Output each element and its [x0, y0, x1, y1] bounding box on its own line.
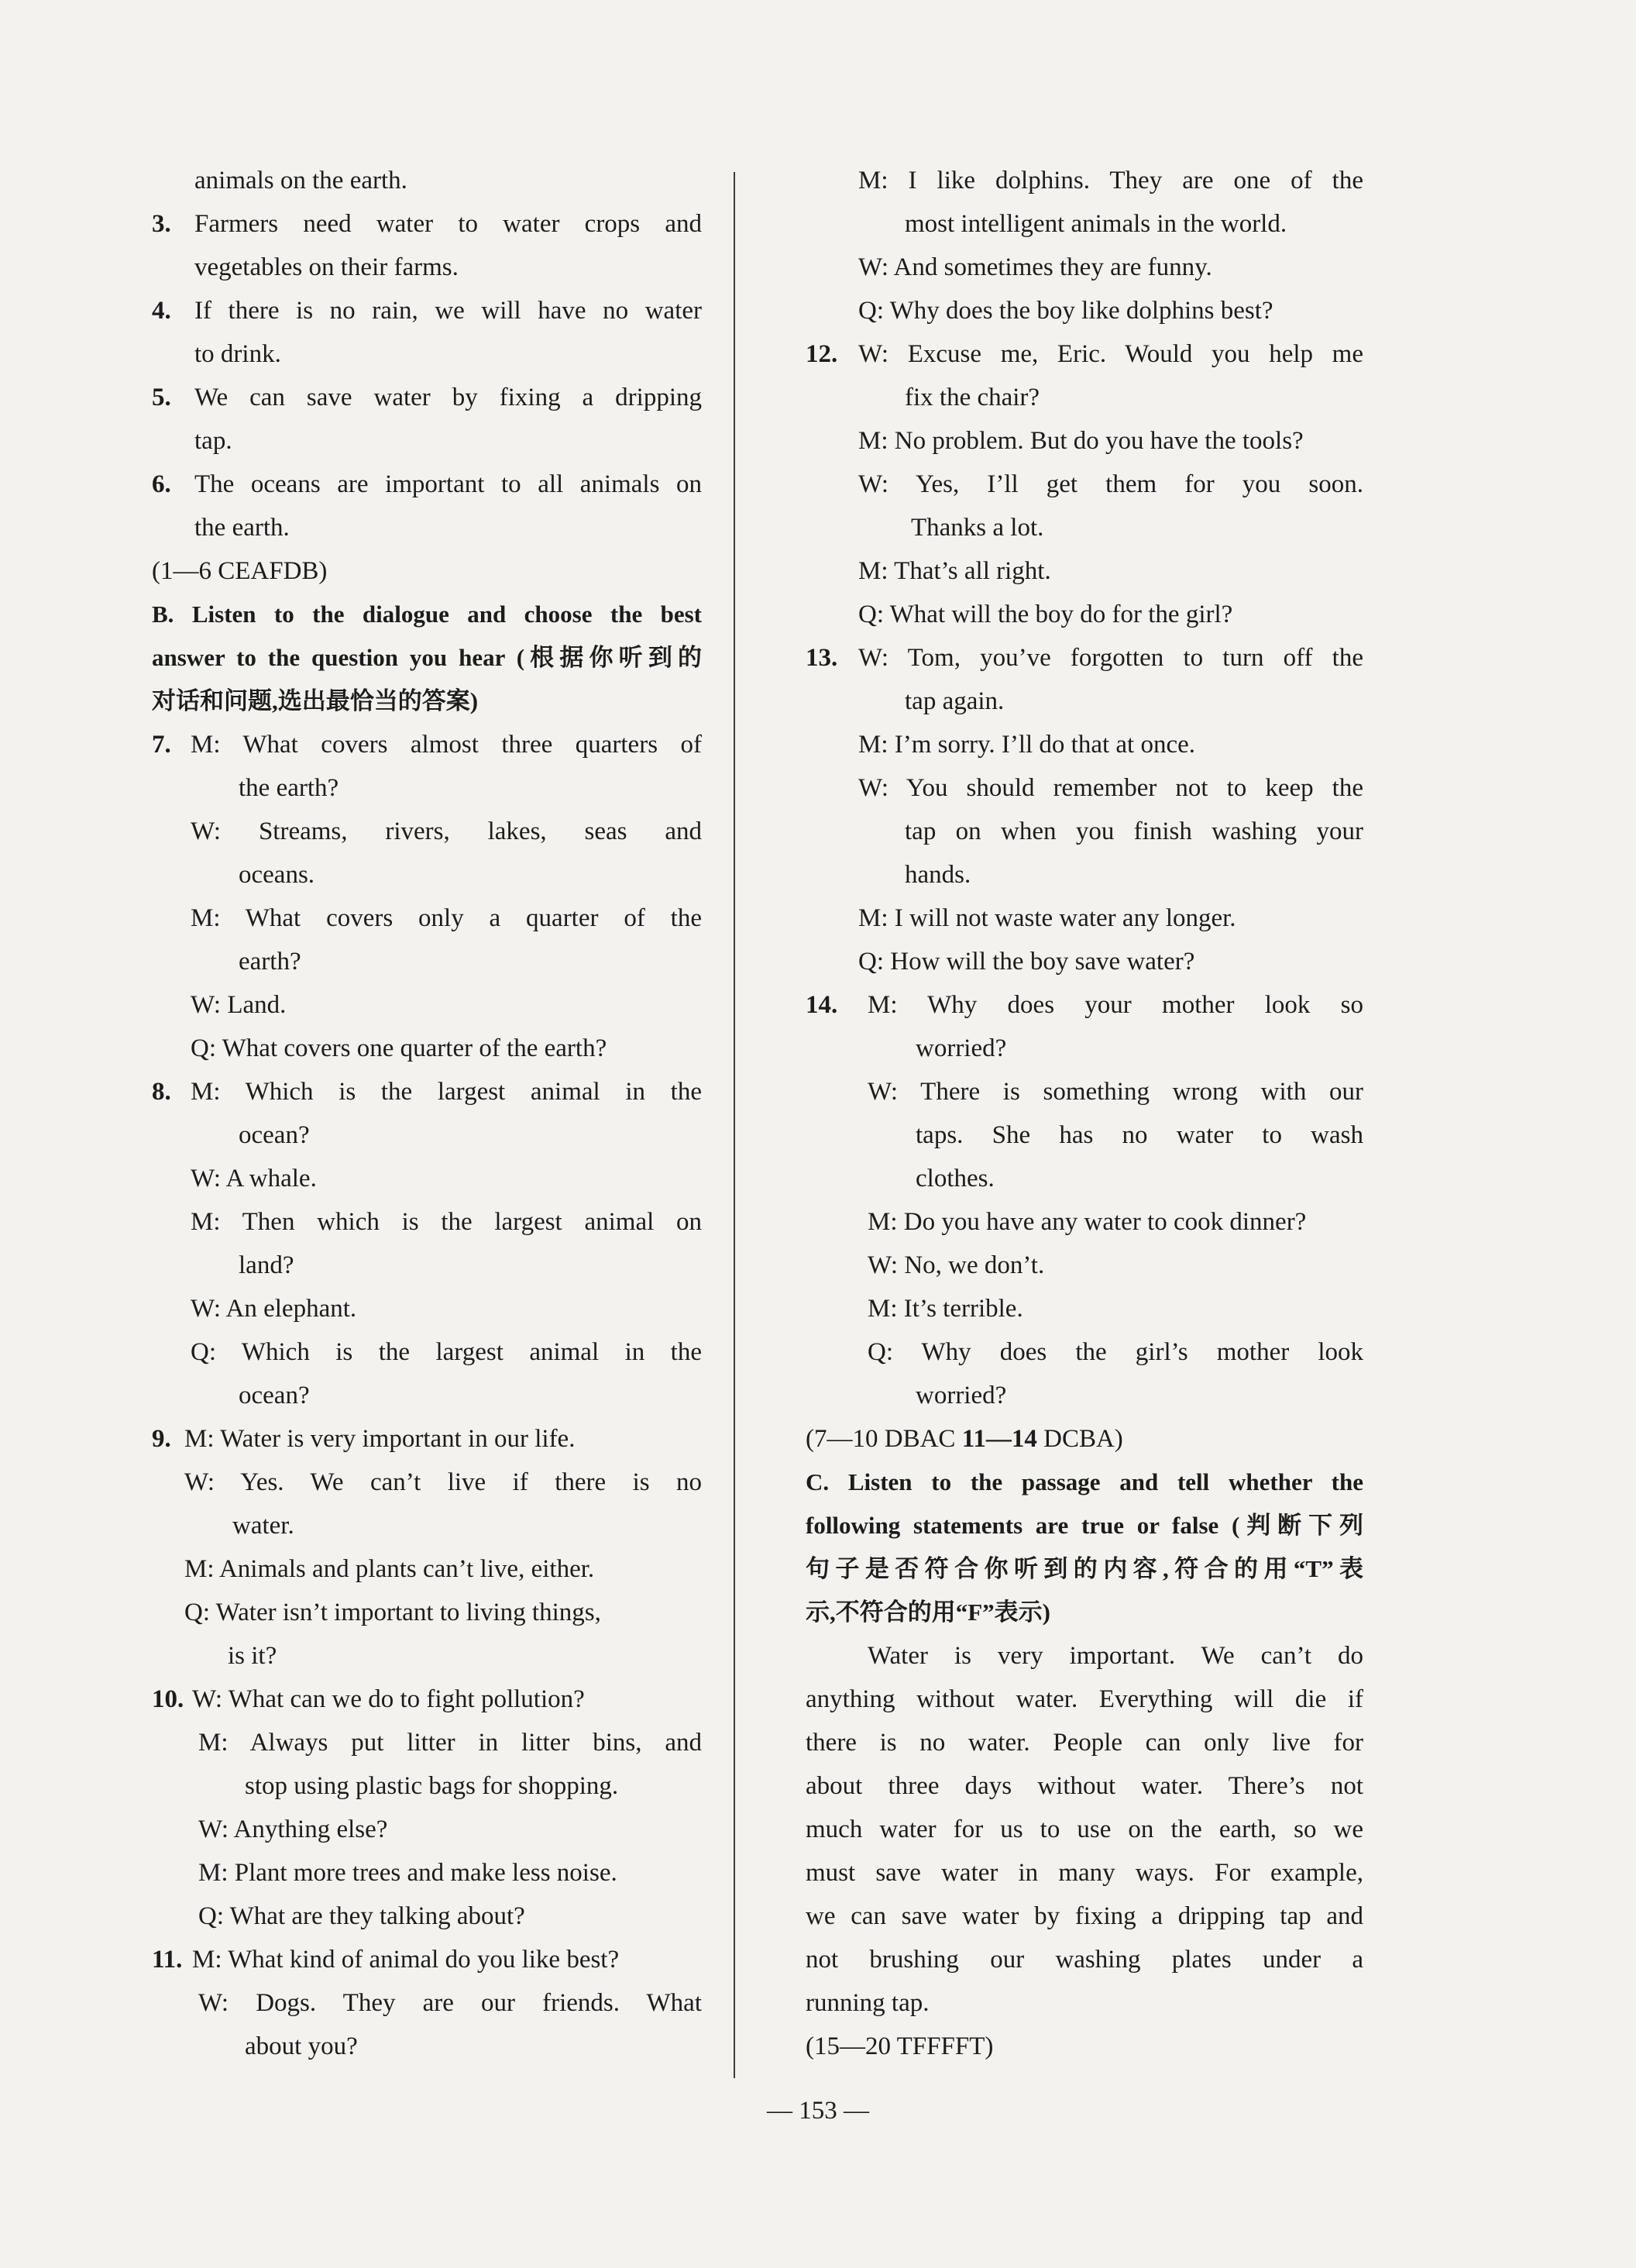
text-line: hands.: [905, 861, 971, 889]
passage-line: running tap.: [806, 1989, 930, 2017]
left-column: [152, 159, 702, 2068]
text-line: W: You should remember not to keep the: [858, 774, 1363, 802]
text-line: worried?: [916, 1382, 1007, 1409]
section-c-heading: C. Listen to the passage and tell whether the: [806, 1468, 1363, 1495]
text-line: tap again.: [905, 687, 1005, 715]
item-5: 5. We can save water by fixing a dripping: [152, 384, 702, 411]
answer-key-1-6: (1—6 CEAFDB): [152, 557, 328, 585]
text-line: tap.: [194, 427, 232, 455]
text-line: W: Yes, I’ll get them for you soon.: [858, 470, 1363, 498]
text-line: Q: What covers one quarter of the earth?: [191, 1034, 607, 1062]
item-9: 9. M: Water is very important in our life.: [152, 1425, 576, 1453]
text-line: W: No, we don’t.: [868, 1251, 1045, 1279]
section-b-heading: 对话和问题,选出最恰当的答案): [152, 687, 479, 714]
item-12: 12. W: Excuse me, Eric. Would you help me: [806, 340, 1363, 368]
text-line: ocean?: [239, 1382, 310, 1409]
text-line: clothes.: [916, 1165, 995, 1193]
text-line: M: It’s terrible.: [868, 1295, 1023, 1323]
text-line: Q: What are they talking about?: [198, 1902, 525, 1930]
item-6: 6. The oceans are important to all animals on: [152, 470, 702, 498]
text-line: M: I will not waste water any longer.: [858, 904, 1236, 932]
text-line: Q: Which is the largest animal in the: [191, 1338, 702, 1366]
text-line: Q: Why does the boy like dolphins best?: [858, 297, 1273, 325]
passage-line: there is no water. People can only live for: [806, 1729, 1363, 1757]
text-line: M: No problem. But do you have the tools?: [858, 427, 1304, 455]
text-line: M: Animals and plants can’t live, either.: [184, 1555, 595, 1583]
text-line: M: Plant more trees and make less noise.: [198, 1859, 617, 1887]
text-line: Q: What will the boy do for the girl?: [858, 601, 1233, 628]
text-line: W: Yes. We can’t live if there is no: [184, 1468, 702, 1496]
answer-key-7-14: (7—10 DBAC 11—14 DCBA): [806, 1425, 1123, 1453]
text-line: ocean?: [239, 1121, 310, 1149]
text-line: is it?: [228, 1642, 277, 1670]
text-line: W: An elephant.: [191, 1295, 357, 1323]
text-line: Q: Water isn’t important to living things,: [184, 1599, 601, 1626]
text-line: vegetables on their farms.: [194, 253, 459, 281]
item-7: 7. M: What covers almost three quarters of: [152, 731, 702, 759]
section-b-heading: answer to the question you hear (根据你听到的: [152, 644, 702, 671]
text-line: Q: Why does the girl’s mother look: [868, 1338, 1363, 1366]
text-line: the earth.: [194, 514, 290, 542]
right-column: [806, 159, 1363, 2068]
text-line: animals on the earth.: [194, 167, 407, 194]
passage-line: Water is very important. We can’t do: [868, 1642, 1363, 1670]
text-line: W: And sometimes they are funny.: [858, 253, 1212, 281]
text-line: M: Then which is the largest animal on: [191, 1208, 702, 1236]
item-3: 3. Farmers need water to water crops and: [152, 210, 702, 238]
text-line: water.: [232, 1512, 294, 1540]
text-line: M: Always put litter in litter bins, and: [198, 1729, 702, 1757]
text-line: W: Anything else?: [198, 1815, 388, 1843]
item-11: 11. M: What kind of animal do you like best?: [152, 1946, 620, 1974]
text-line: Q: How will the boy save water?: [858, 948, 1195, 976]
text-line: M: What covers only a quarter of the: [191, 904, 702, 932]
item-4: 4. If there is no rain, we will have no water: [152, 297, 702, 325]
section-c-heading: 示,不符合的用“F”表示): [806, 1599, 1051, 1626]
text-line: M: Do you have any water to cook dinner?: [868, 1208, 1307, 1236]
page-number: — 153 —: [767, 2097, 869, 2125]
text-line: W: Streams, rivers, lakes, seas and: [191, 817, 702, 845]
section-b-heading: B. Listen to the dialogue and choose the best: [152, 601, 702, 628]
item-13: 13. W: Tom, you’ve forgotten to turn off the: [806, 644, 1363, 672]
passage-line: not brushing our washing plates under a: [806, 1946, 1363, 1974]
passage-line: must save water in many ways. For example,: [806, 1859, 1363, 1887]
text-line: W: Land.: [191, 991, 287, 1019]
passage-line: we can save water by fixing a dripping tap and: [806, 1902, 1363, 1930]
answer-key-15-20: (15—20 TFFFFT): [806, 2032, 994, 2060]
text-line: worried?: [916, 1034, 1007, 1062]
text-line: fix the chair?: [905, 384, 1040, 411]
text-line: earth?: [239, 948, 301, 976]
text-line: stop using plastic bags for shopping.: [245, 1772, 619, 1800]
text-line: W: There is something wrong with our: [868, 1078, 1363, 1106]
text-line: to drink.: [194, 340, 281, 368]
text-line: tap on when you finish washing your: [905, 817, 1363, 845]
passage-line: anything without water. Everything will die if: [806, 1685, 1363, 1713]
item-10: 10. W: What can we do to fight pollution?: [152, 1685, 585, 1713]
text-line: oceans.: [239, 861, 315, 889]
text-line: M: That’s all right.: [858, 557, 1051, 585]
text-line: most intelligent animals in the world.: [905, 210, 1287, 238]
text-line: M: I like dolphins. They are one of the: [858, 167, 1363, 194]
passage-line: much water for us to use on the earth, so we: [806, 1815, 1363, 1843]
item-14: 14. M: Why does your mother look so: [806, 991, 1363, 1019]
text-line: about you?: [245, 2032, 358, 2060]
text-line: M: I’m sorry. I’ll do that at once.: [858, 731, 1195, 759]
column-divider: [734, 172, 735, 2078]
text-line: taps. She has no water to wash: [916, 1121, 1363, 1149]
passage-line: about three days without water. There’s not: [806, 1772, 1363, 1800]
text-line: W: Dogs. They are our friends. What: [198, 1989, 702, 2017]
text-line: the earth?: [239, 774, 339, 802]
section-c-heading: following statements are true or false (判断下列: [806, 1512, 1363, 1539]
text-line: W: A whale.: [191, 1165, 317, 1193]
section-c-heading: 句子是否符合你听到的内容,符合的用“T”表: [806, 1555, 1363, 1582]
text-line: land?: [239, 1251, 294, 1279]
item-8: 8. M: Which is the largest animal in the: [152, 1078, 702, 1106]
text-line: Thanks a lot.: [911, 514, 1044, 542]
